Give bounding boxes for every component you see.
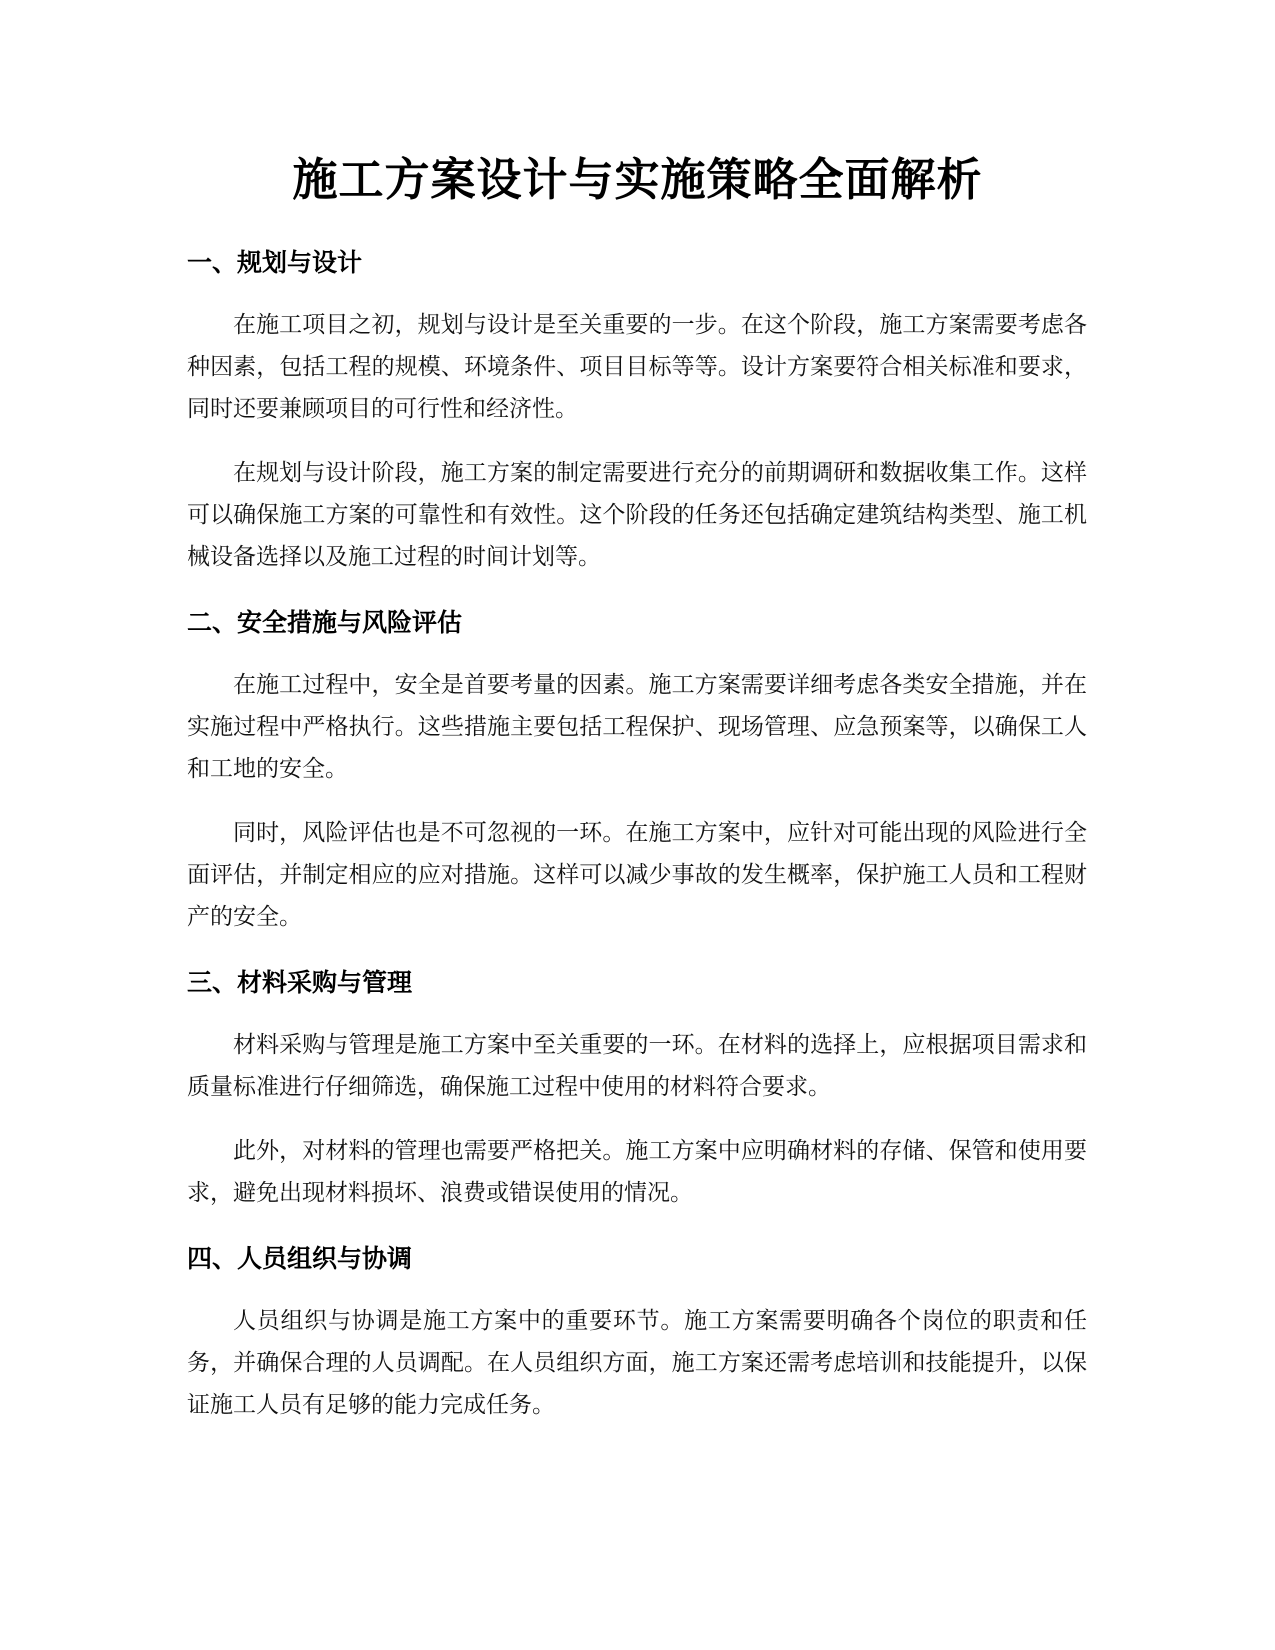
paragraph: 在施工项目之初，规划与设计是至关重要的一步。在这个阶段，施工方案需要考虑各种因素，包括工程的规模、环境条件、项目目标等等。设计方案要符合相关标准和要求，同时还要兼顾项目的可行性和经济性。 bbox=[187, 312, 1087, 422]
section-heading: 一、规划与设计 bbox=[187, 248, 363, 277]
section-personnel bbox=[187, 1238, 1087, 1426]
section-planning-design bbox=[187, 242, 1087, 578]
section-heading: 四、人员组织与协调 bbox=[187, 1244, 413, 1273]
paragraph: 在规划与设计阶段，施工方案的制定需要进行充分的前期调研和数据收集工作。这样可以确保施工方案的可靠性和有效性。这个阶段的任务还包括确定建筑结构类型、施工机械设备选择以及施工过程的时间计划等。 bbox=[187, 460, 1087, 570]
section-heading: 三、材料采购与管理 bbox=[187, 968, 413, 997]
section-materials bbox=[187, 962, 1087, 1214]
paragraph: 同时，风险评估也是不可忽视的一环。在施工方案中，应针对可能出现的风险进行全面评估，并制定相应的应对措施。这样可以减少事故的发生概率，保护施工人员和工程财产的安全。 bbox=[187, 820, 1087, 930]
section-safety-risk bbox=[187, 602, 1087, 938]
document-title: 施工方案设计与实施策略全面解析 bbox=[292, 153, 983, 206]
section-heading: 二、安全措施与风险评估 bbox=[187, 608, 463, 637]
paragraph: 在施工过程中，安全是首要考量的因素。施工方案需要详细考虑各类安全措施，并在实施过程中严格执行。这些措施主要包括工程保护、现场管理、应急预案等，以确保工人和工地的安全。 bbox=[187, 672, 1087, 782]
paragraph: 此外，对材料的管理也需要严格把关。施工方案中应明确材料的存储、保管和使用要求，避免出现材料损坏、浪费或错误使用的情况。 bbox=[187, 1138, 1087, 1206]
paragraph: 材料采购与管理是施工方案中至关重要的一环。在材料的选择上，应根据项目需求和质量标准进行仔细筛选，确保施工过程中使用的材料符合要求。 bbox=[187, 1032, 1087, 1100]
document-body bbox=[187, 242, 1087, 1426]
paragraph: 人员组织与协调是施工方案中的重要环节。施工方案需要明确各个岗位的职责和任务，并确保合理的人员调配。在人员组织方面，施工方案还需考虑培训和技能提升，以保证施工人员有足够的能力完成任务。 bbox=[187, 1308, 1087, 1418]
